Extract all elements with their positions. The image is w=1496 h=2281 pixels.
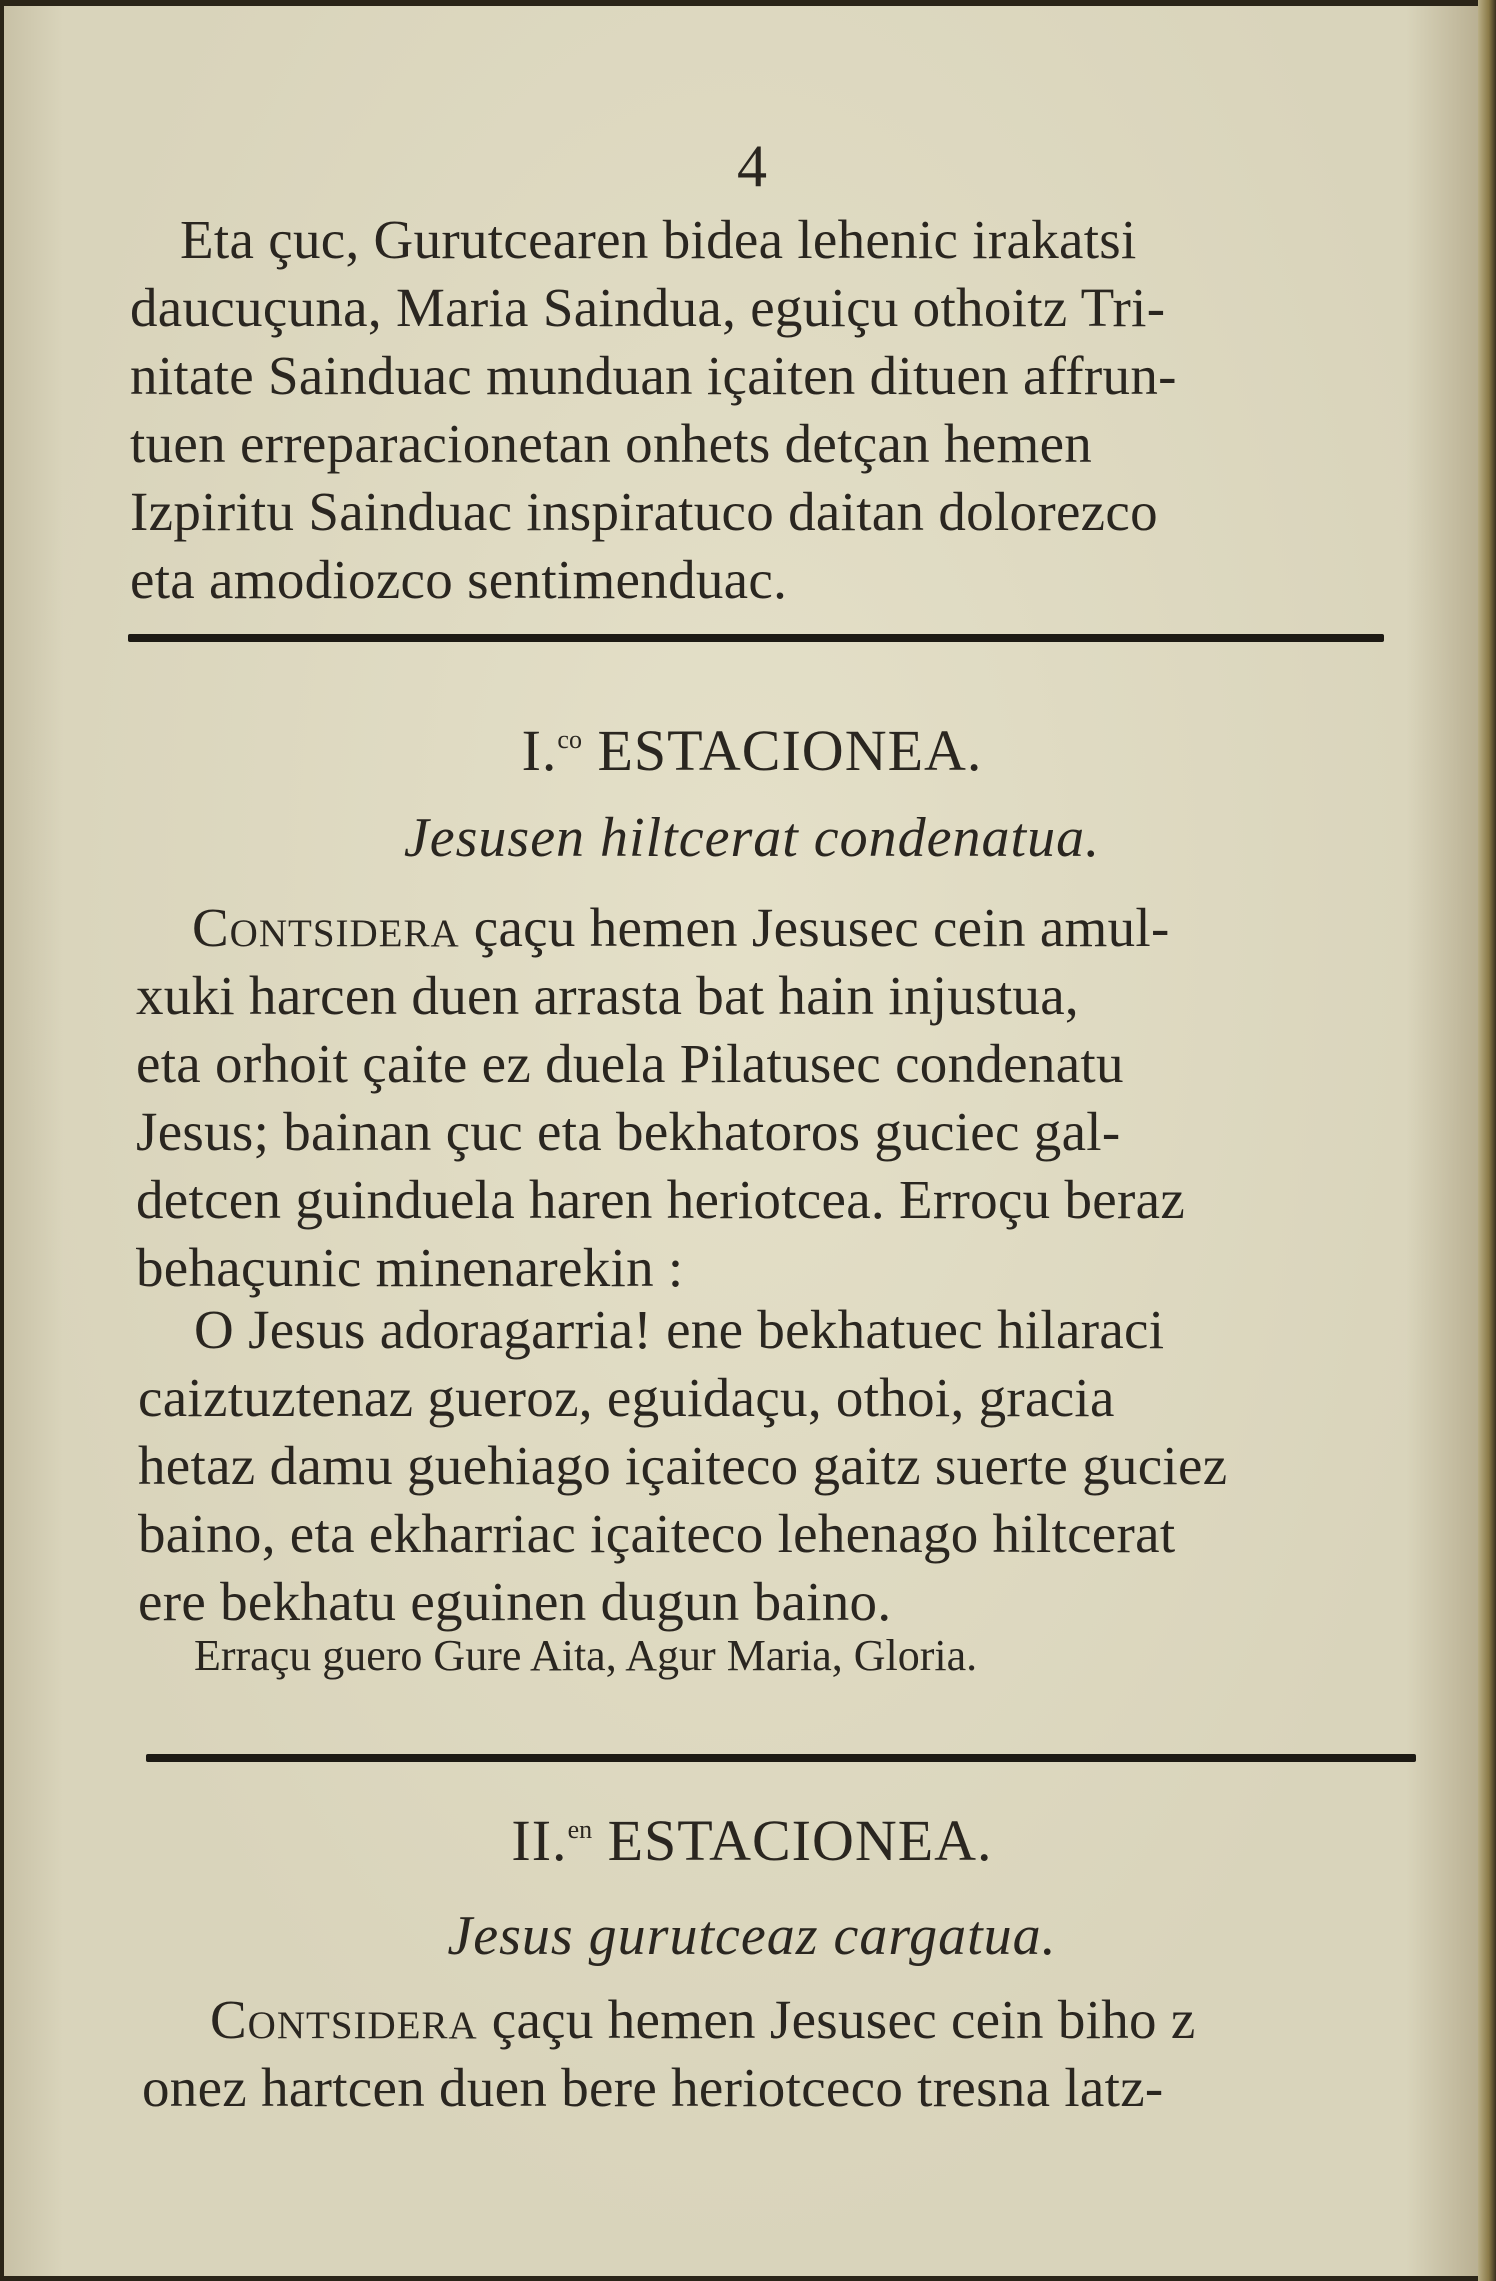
prayer-line: caiztuztenaz gueroz, eguidaçu, othoi, gracia	[138, 1367, 1115, 1428]
prayer-line: baino, eta ekharriac içaiteco lehenago hiltcerat	[138, 1503, 1176, 1564]
station-2-heading	[4, 1798, 1480, 1873]
station-1-prayer	[138, 1296, 1408, 1636]
station-2-suffix: en	[567, 1815, 593, 1844]
station-1-numeral: I.	[521, 718, 558, 783]
closing-prayer: Erraçu guero Gure Aita, Agur Maria, Gloria.	[194, 1631, 978, 1680]
station-2-label: ESTACIONEA.	[607, 1808, 993, 1873]
consideration-line: behaçunic minenarekin :	[136, 1237, 684, 1298]
consideration-first-line	[136, 894, 1406, 962]
station-1-label: ESTACIONEA.	[597, 718, 983, 783]
consideration-line: Jesus; bainan çuc eta bekhatoros guciec gal-	[136, 1101, 1121, 1162]
intro-line: Eta çuc, Gurutcearen bidea lehenic irakatsi	[180, 209, 1137, 270]
intro-line: Izpiritu Sainduac inspiratuco daitan dolorezco	[130, 481, 1158, 542]
lead-word: Contsidera	[192, 897, 460, 958]
prayer-line: O Jesus adoragarria! ene bekhatuec hilaraci	[194, 1299, 1165, 1360]
section-divider	[146, 1754, 1416, 1762]
prayer-line: ere bekhatu eguinen dugun baino.	[138, 1571, 892, 1632]
intro-line: nitate Sainduac munduan içaiten dituen affrun-	[130, 345, 1177, 406]
intro-paragraph	[130, 206, 1400, 614]
lead-word: Contsidera	[210, 1989, 478, 2050]
station-2-subtitle: Jesus gurutceaz cargatua.	[447, 1905, 1057, 1967]
station-2-numeral: II.	[511, 1808, 568, 1873]
section-divider	[128, 634, 1384, 642]
intro-line: tuen erreparacionetan onhets detçan hemen	[130, 413, 1093, 474]
consideration-line: onez hartcen duen bere heriotceco tresna latz-	[142, 2057, 1164, 2118]
consideration-line: detcen guinduela haren heriotcea. Erroçu beraz	[136, 1169, 1186, 1230]
book-page	[4, 6, 1480, 2276]
station-1-subtitle: Jesusen hiltcerat condenatua.	[403, 807, 1101, 869]
first-line-rest: çaçu hemen Jesusec cein biho z	[477, 1989, 1196, 2050]
station-1-suffix: co	[557, 725, 582, 754]
consideration-first-line	[142, 1986, 1412, 2054]
station-2-consideration	[142, 1986, 1412, 2122]
book-edge	[1478, 0, 1496, 2281]
station-1-heading	[4, 708, 1480, 783]
consideration-line: xuki harcen duen arrasta bat hain injustua,	[136, 965, 1079, 1026]
consideration-line: eta orhoit çaite ez duela Pilatusec condenatu	[136, 1033, 1124, 1094]
prayer-line: hetaz damu guehiago içaiteco gaitz suerte guciez	[138, 1435, 1228, 1496]
intro-line: eta amodiozco sentimenduac.	[130, 549, 788, 610]
first-line-rest: çaçu hemen Jesusec cein amul-	[459, 897, 1170, 958]
intro-line: daucuçuna, Maria Saindua, eguiçu othoitz Tri-	[130, 277, 1166, 338]
station-1-consideration	[136, 894, 1406, 1302]
page-number: 4	[737, 133, 767, 199]
